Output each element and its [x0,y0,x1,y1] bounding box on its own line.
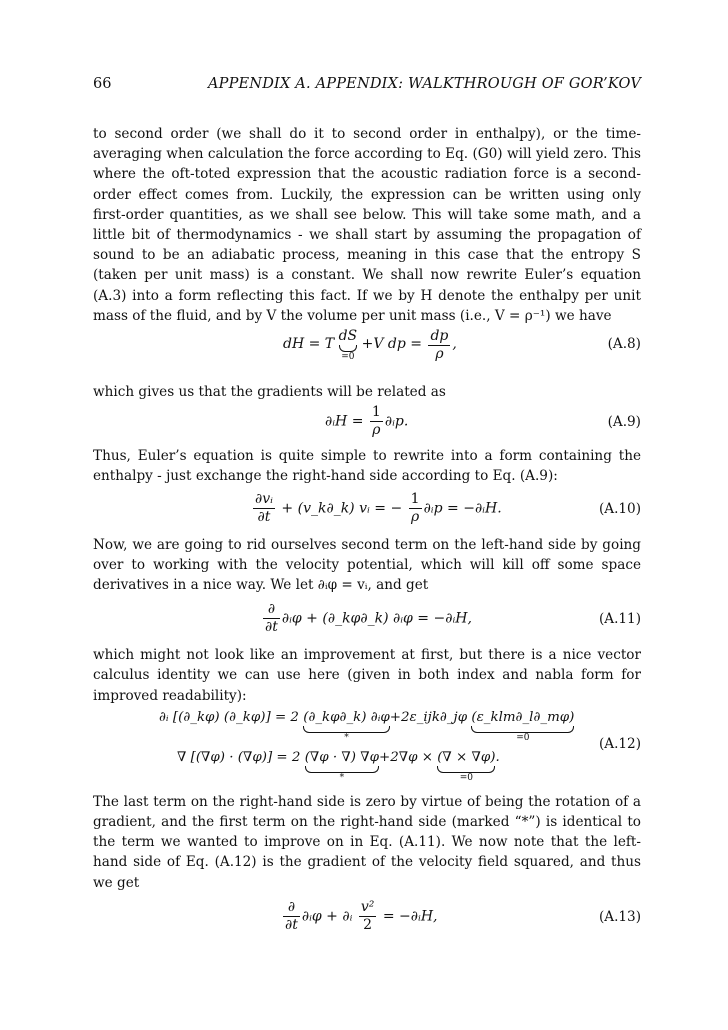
eq-a13-frac2-num: v² [360,898,375,915]
eq-a12-line2-tail: . [495,749,500,765]
eq-a12-line1-b2-note: =0 [516,732,530,743]
eq-a11-fraction [263,601,280,636]
equation-a12 [93,706,641,792]
page [93,76,641,945]
running-title: APPENDIX A. APPENDIX: WALKTHROUGH OF GOR’KOV [207,76,641,92]
eq-a12-line1-brace-1 [303,710,390,743]
paragraph-5: which might not look like an improvement at first, but there is a nice vector calculus identity we can use here (given in both index and nabla form for improved readability): [93,647,641,704]
paragraph-2: which gives us that the gradients will be related as [93,384,446,401]
page-number: 66 [93,76,112,92]
eq-a12-line2-b1: (∇φ · ∇) ∇φ [304,749,379,765]
eq-a11-tail: ∂ᵢφ + (∂_kφ∂_k) ∂ᵢφ = −∂ᵢH, [281,610,472,627]
eq-a11-frac-den: ∂t [265,619,278,636]
paragraph-1: to second order (we shall do it to second order in enthalpy), or the time-averaging when calculation the force according to Eq. (G0) will yield zero. This where the oft-toted expression that the acoustic radiation force is a second-order effect comes from. Luckily, the expression can be written using only first-order quantities, as we shall see below. This will take some math, and a little bit of thermodynamics - we shall start by assuming the propagation of sound to be an adiabatic process, meaning in this case that the entropy S (taken per unit mass) is a constant. We shall now rewrite Euler’s equation (A.3) into a form reflecting this fact. If we by H denote the enthalpy per unit mass of the fluid, and by V the volume per unit mass (i.e., V = ρ⁻¹) we have [93,126,641,324]
eq-a12-line1-b2: (ε_klm∂_l∂_mφ) [471,709,575,725]
eq-a8-lhs: dH = T [283,336,335,353]
eq-a12-line2-b2-note: =0 [459,772,473,783]
eq-a12-line1-b1-note: * [344,732,349,743]
eq-a10-frac1-den: ∂t [257,508,271,525]
eq-a12-line2-lhs: ∇ [(∇φ) · (∇φ)] = 2 [177,749,301,765]
eq-a11-label: (A.11) [598,611,641,628]
eq-a12-line2-mid: +2∇φ × [378,749,433,765]
eq-a12-line1-mid: +2ε_ijk∂_jφ [389,709,468,725]
eq-a9-frac-den: ρ [372,422,381,439]
eq-a10-frac2-num: 1 [410,490,420,507]
eq-a9-tail: ∂ᵢp. [384,413,409,430]
eq-a12-line1-brace-2 [471,710,574,743]
eq-a10-fraction-1 [253,491,275,526]
eq-a9-lhs: ∂ᵢH = [325,413,364,430]
paragraph-6: The last term on the right-hand side is zero by virtue of being the rotation of a gradient, and the first term on the right-hand side (marked “*”) is identical to the term we wanted to improve on in Eq. (A.11). We now note that the left-hand side of Eq. (A.12) is the gradient of the velocity field squared, and thus we get [93,793,641,891]
eq-a8-tail: , [452,336,457,353]
eq-a10-fraction-2 [409,491,422,526]
eq-a13-frac1-num: ∂ [283,899,300,917]
eq-a13-label: (A.13) [598,908,641,925]
eq-a13-tail: = −∂ᵢH, [382,908,438,925]
eq-a8-fraction [428,328,450,363]
eq-a12-line2-b2: (∇ × ∇φ) [437,749,496,765]
eq-a13-frac1-den: ∂t [285,916,298,933]
equation-a9 [93,402,641,446]
eq-a10-mid: + (v_k∂_k) vᵢ = − [281,500,403,517]
eq-a12-line-2 [177,750,500,783]
eq-a12-line2-brace-2 [437,750,495,783]
eq-a12-line2-brace-1 [305,750,379,783]
eq-a9-fraction [370,404,383,439]
eq-a13-mid: ∂ᵢφ + ∂ᵢ [301,908,353,925]
eq-a9-frac-num: 1 [371,404,381,421]
running-header [93,76,641,100]
eq-a8-mid: +V dp = [361,336,423,353]
eq-a8-underbrace [339,328,358,362]
eq-a12-label: (A.12) [598,735,641,752]
eq-a10-frac2-den: ρ [410,508,420,525]
eq-a11-frac-num: ∂ [263,601,280,619]
equation-a10 [93,487,641,535]
eq-a13-fraction-1 [283,899,300,934]
paragraph-3: Thus, Euler’s equation is quite simple to rewrite into a form containing the enthalpy - just exchange the right-hand side according to Eq. (A.9): [93,448,641,485]
equation-a13 [93,893,641,945]
eq-a12-line2-b1-note: * [339,772,345,783]
eq-a8-frac-num: dp [430,328,449,345]
eq-a10-tail: ∂ᵢp = −∂ᵢH. [423,500,502,517]
eq-a13-fraction-2 [359,899,377,934]
equation-a8 [93,326,641,382]
eq-a8-frac-den: ρ [435,346,444,363]
eq-a12-line1-lhs: ∂ᵢ [(∂_kφ) (∂_kφ)] = 2 [159,709,299,725]
eq-a8-label: (A.8) [607,336,641,353]
equation-a11 [93,595,641,645]
eq-a10-label: (A.10) [598,500,641,517]
eq-a9-label: (A.9) [607,414,641,431]
eq-a10-frac1-num: ∂vᵢ [255,490,273,507]
eq-a8-braced: dS [338,328,358,345]
eq-a12-line-1 [159,710,574,743]
paragraph-4: Now, we are going to rid ourselves second term on the left-hand side by going over to working with the velocity potential, which will kill off some space derivatives in a nice way. We let ∂ᵢφ = vᵢ, and get [93,536,641,594]
eq-a12-line1-b1: (∂_kφ∂_k) ∂ᵢφ [303,709,390,725]
eq-a13-frac2-den: 2 [363,916,373,933]
eq-a8-brace-note: =0 [341,352,355,363]
